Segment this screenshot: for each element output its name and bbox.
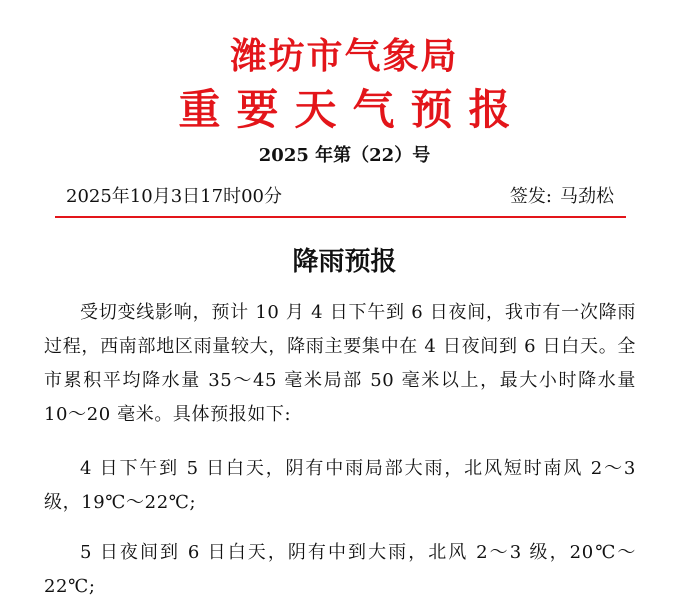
forecast-paragraph-summary: 受切变线影响，预计 10 月 4 日下午到 6 日夜间，我市有一次降雨过程，西南部地区雨量较大，降雨主要集中在 4 日夜间到 6 日白天。全市累积平均降水量 35～45 毫米局部 50 毫米以上，最大小时降水量 10～20 毫米。具体预报如下: (44, 302, 636, 425)
forecast-paragraph-day4-5: 4 日下午到 5 日白天，阴有中雨局部大雨，北风短时南风 2～3 级，19℃～22℃; (44, 458, 636, 513)
signer (510, 182, 614, 212)
agency-name: 潍坊市气象局 (230, 35, 459, 77)
issue-date: 2025年10月3日17时00分 (66, 186, 282, 207)
header-divider (55, 216, 626, 218)
section-heading: 降雨预报 (292, 247, 397, 277)
issue-number: 2025 年第（22）号 (258, 145, 431, 166)
signer-name: 马劲松 (560, 186, 614, 207)
bulletin-title: 重要天气预报 (178, 85, 527, 134)
meta-row (60, 182, 622, 212)
signer-label: 签发: (509, 186, 552, 207)
forecast-paragraph-day5-6: 5 日夜间到 6 日白天，阴有中到大雨，北风 2～3 级，20℃～22℃; (44, 542, 636, 597)
